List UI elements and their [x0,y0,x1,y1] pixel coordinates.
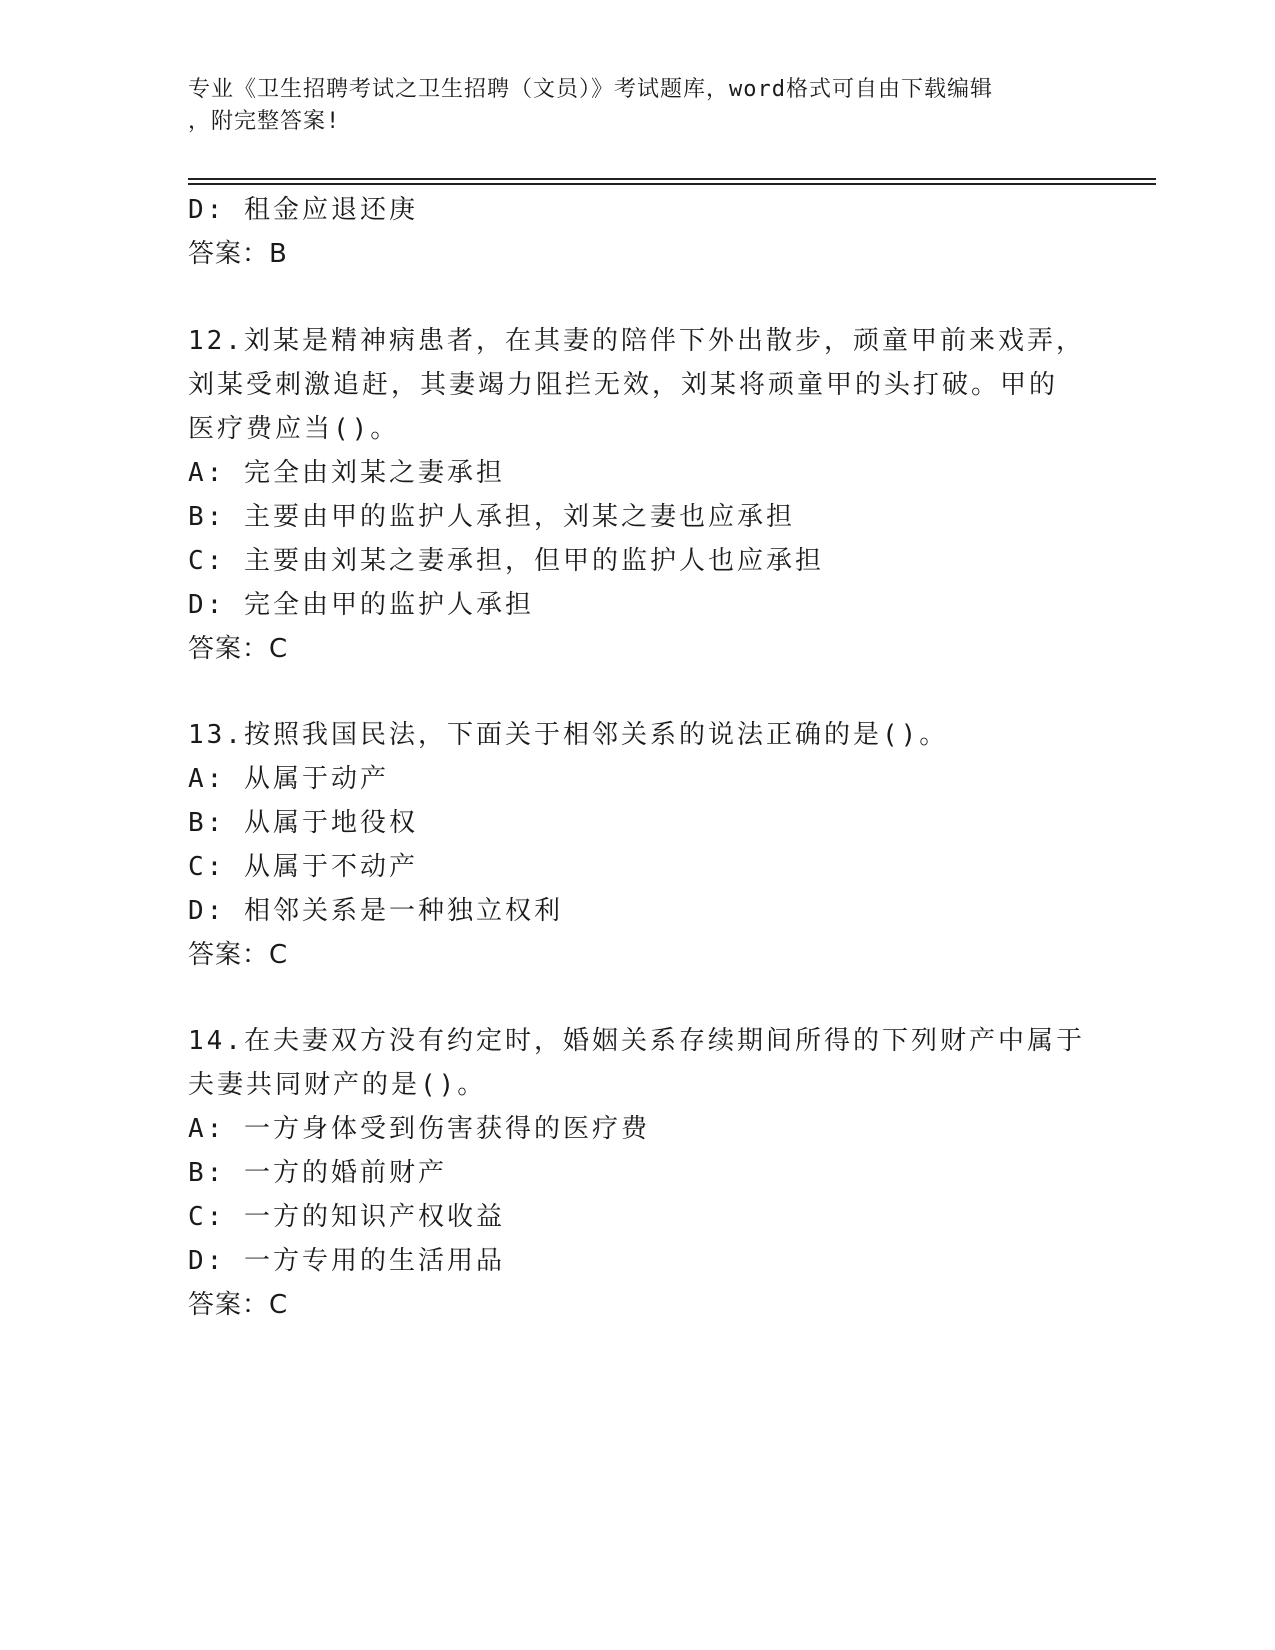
header-line-1: 专业《卫生招聘考试之卫生招聘（文员）》考试题库，word格式可自由下载编辑 [188,77,993,102]
q14-answer: 答案：C [188,1290,289,1320]
q13-stem-line-1: 13.按照我国民法，下面关于相邻关系的说法正确的是()。 [188,720,949,750]
q12-option-b: B: 主要由甲的监护人承担，刘某之妻也应承担 [188,502,795,532]
q12-stem-line-1: 12.刘某是精神病患者，在其妻的陪伴下外出散步，顽童甲前来戏弄， [188,326,1085,356]
q13-option-d: D: 相邻关系是一种独立权利 [188,896,563,926]
header-rule-bottom [188,183,1156,185]
q14-stem-line-2: 夫妻共同财产的是()。 [188,1070,487,1100]
q14-option-d: D: 一方专用的生活用品 [188,1246,505,1276]
q14-stem-line-1: 14.在夫妻双方没有约定时，婚姻关系存续期间所得的下列财产中属于 [188,1026,1085,1056]
q13-answer: 答案：C [188,940,289,970]
q14-option-a: A: 一方身体受到伤害获得的医疗费 [188,1114,650,1144]
document-header [188,74,1088,138]
prev-answer: 答案：B [188,239,288,269]
header-rule-top [188,178,1156,180]
header-line-2: ，附完整答案! [188,109,341,134]
q12-stem-line-2: 刘某受刺激追赶，其妻竭力阻拦无效，刘某将顽童甲的头打破。甲的 [188,370,1059,400]
q12-option-d: D: 完全由甲的监护人承担 [188,590,534,620]
q12-option-c: C: 主要由刘某之妻承担，但甲的监护人也应承担 [188,546,824,576]
q12-stem-line-3: 医疗费应当()。 [188,414,400,444]
q13-option-c: C: 从属于不动产 [188,852,418,882]
q14-option-c: C: 一方的知识产权收益 [188,1202,505,1232]
q12-answer: 答案：C [188,634,289,664]
q14-option-b: B: 一方的婚前财产 [188,1158,447,1188]
prev-option-d: D: 租金应退还庚 [188,195,418,225]
q13-option-b: B: 从属于地役权 [188,808,418,838]
q12-option-a: A: 完全由刘某之妻承担 [188,458,505,488]
q13-option-a: A: 从属于动产 [188,764,389,794]
